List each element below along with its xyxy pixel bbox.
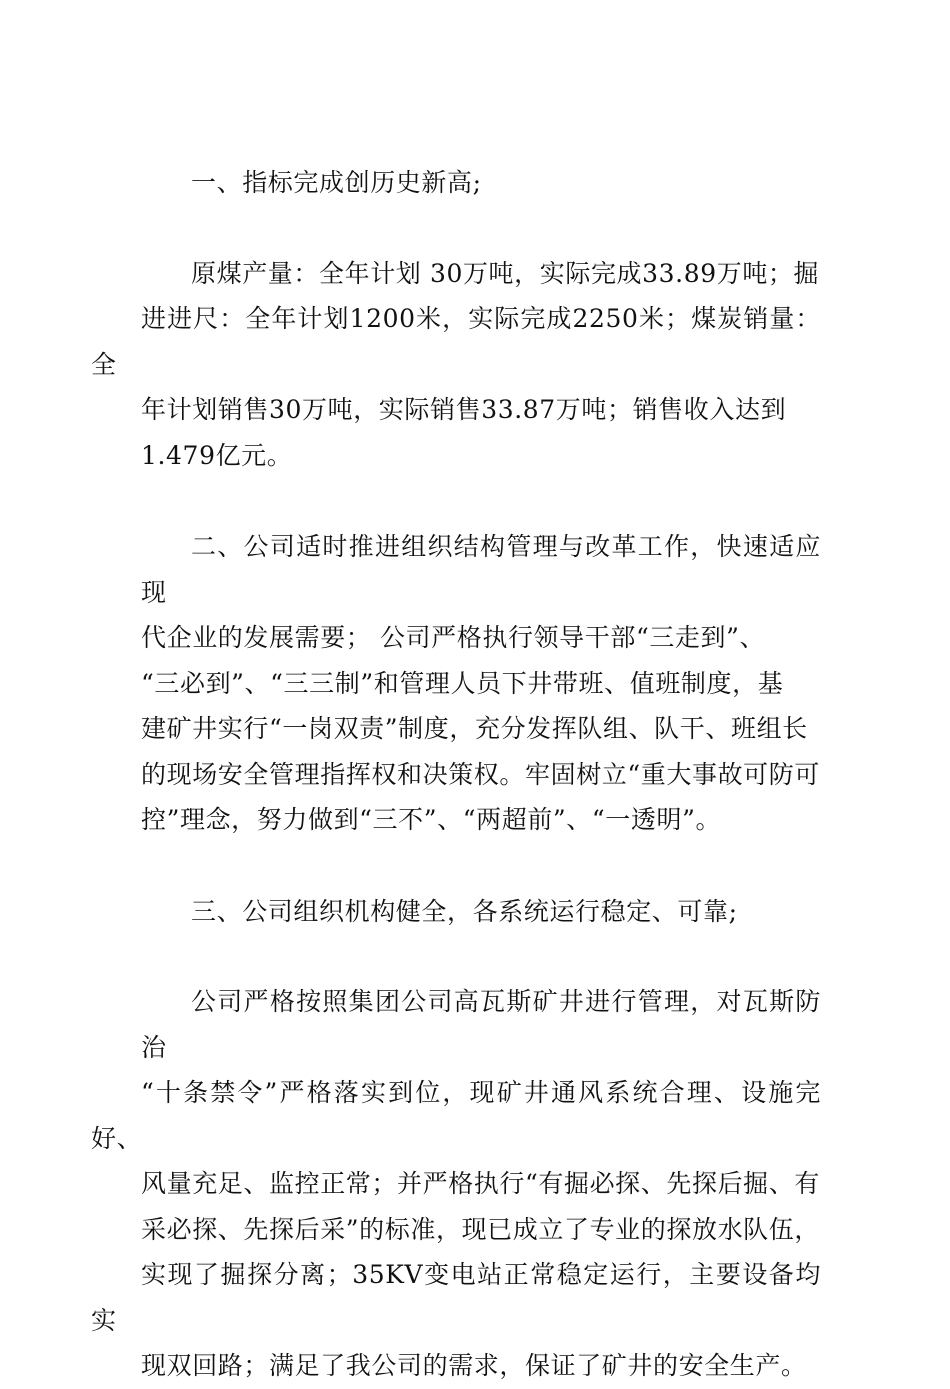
paragraph-line: 的现场安全管理指挥权和决策权。牢固树立“重大事故可防可: [141, 759, 820, 789]
section-1-heading: 一、指标完成创历史新高;: [191, 168, 482, 197]
paragraph-line: 现双回路；满足了我公司的需求，保证了矿井的安全生产。: [141, 1351, 807, 1380]
paragraph-line: 原煤产量：全年计划 30万吨，实际完成33.89万吨；掘: [191, 258, 820, 288]
paragraph-line: 公司严格按照集团公司高瓦斯矿井进行管理，对瓦斯防治: [141, 987, 821, 1062]
paragraph-line: 1.479亿元。: [141, 440, 293, 470]
paragraph-line: 控”理念，努力做到“三不”、“两超前”、“一透明”。: [141, 805, 722, 834]
paragraph-line: “十条禁令”严格落实到位，现矿井通风系统合理、设施完好、: [91, 1078, 821, 1153]
paragraph-line: 进进尺：全年计划1200米，实际完成2250米；煤炭销量：全: [91, 304, 821, 379]
paragraph-line: “三必到”、“三三制”和管理人员下井带班、值班制度，基: [141, 668, 784, 698]
paragraph-line: 采必探、先探后采”的标准，现已成立了专业的探放水队伍，: [141, 1214, 820, 1244]
paragraph-line: 年计划销售30万吨，实际销售33.87万吨；销售收入达到: [141, 395, 787, 424]
section-2-paragraph: [141, 524, 821, 843]
section-3-paragraph: [91, 979, 821, 1389]
paragraph-line: 实现了掘探分离；35KV变电站正常稳定运行，主要设备均实: [91, 1260, 821, 1335]
paragraph-line: 风量充足、监控正常；并严格执行“有掘必探、先探后掘、有: [141, 1169, 820, 1198]
document-body: [91, 160, 821, 1389]
paragraph-line: 建矿井实行“一岗双责”制度，充分发挥队组、队干、班组长: [141, 714, 808, 743]
paragraph-line: 代企业的发展需要； 公司严格执行领导干部“三走到”、: [141, 623, 766, 652]
section-1-paragraph: [91, 251, 821, 479]
paragraph-line: 二、公司适时推进组织结构管理与改革工作，快速适应现: [141, 532, 821, 607]
section-3-heading: 三、公司组织机构健全，各系统运行稳定、可靠;: [191, 896, 738, 926]
